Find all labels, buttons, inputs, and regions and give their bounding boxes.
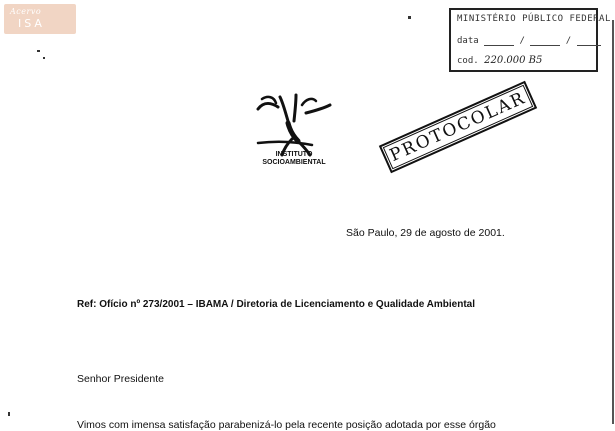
date-separator: / <box>519 36 525 46</box>
date-blank <box>530 37 560 46</box>
archive-watermark-line2: ISA <box>18 17 45 30</box>
archive-watermark-line1: Acervo <box>10 7 42 16</box>
scan-speck <box>8 412 10 416</box>
scan-speck <box>408 16 411 19</box>
logo-wordmark-line1: INSTITUTO <box>275 151 313 158</box>
letter-body-first-line: Vimos com imensa satisfação parabenizá-lo pela recente posição adotada por esse órgão <box>77 419 496 431</box>
logo-wordmark <box>252 151 336 167</box>
cod-label: cod. <box>457 56 479 66</box>
date-blank <box>577 37 601 46</box>
letter-place-date: São Paulo, 29 de agosto de 2001. <box>346 227 505 239</box>
archive-watermark <box>4 4 76 34</box>
scan-speck <box>43 57 45 59</box>
protocol-stamp <box>379 81 537 173</box>
receipt-stamp-header: MINISTÉRIO PÚBLICO FEDERAL <box>457 14 611 24</box>
date-separator: / <box>565 36 572 46</box>
letter-salutation: Senhor Presidente <box>77 373 164 385</box>
letter-reference: Ref: Ofício nº 273/2001 – IBAMA / Diretoria de Licenciamento e Qualidade Ambiental <box>77 299 476 310</box>
scan-speck <box>612 20 614 424</box>
date-blank <box>484 37 514 46</box>
receipt-stamp-cod-row <box>457 55 542 66</box>
receipt-stamp <box>449 8 611 72</box>
protocol-stamp-text: PROTOCOLAR <box>386 88 530 166</box>
receipt-stamp-date-row <box>457 36 601 46</box>
date-label: data <box>457 36 479 46</box>
logo-wordmark-line2: SOCIOAMBIENTAL <box>262 159 326 166</box>
cod-value: 220.000 B5 <box>484 55 543 66</box>
scan-speck <box>37 50 40 52</box>
